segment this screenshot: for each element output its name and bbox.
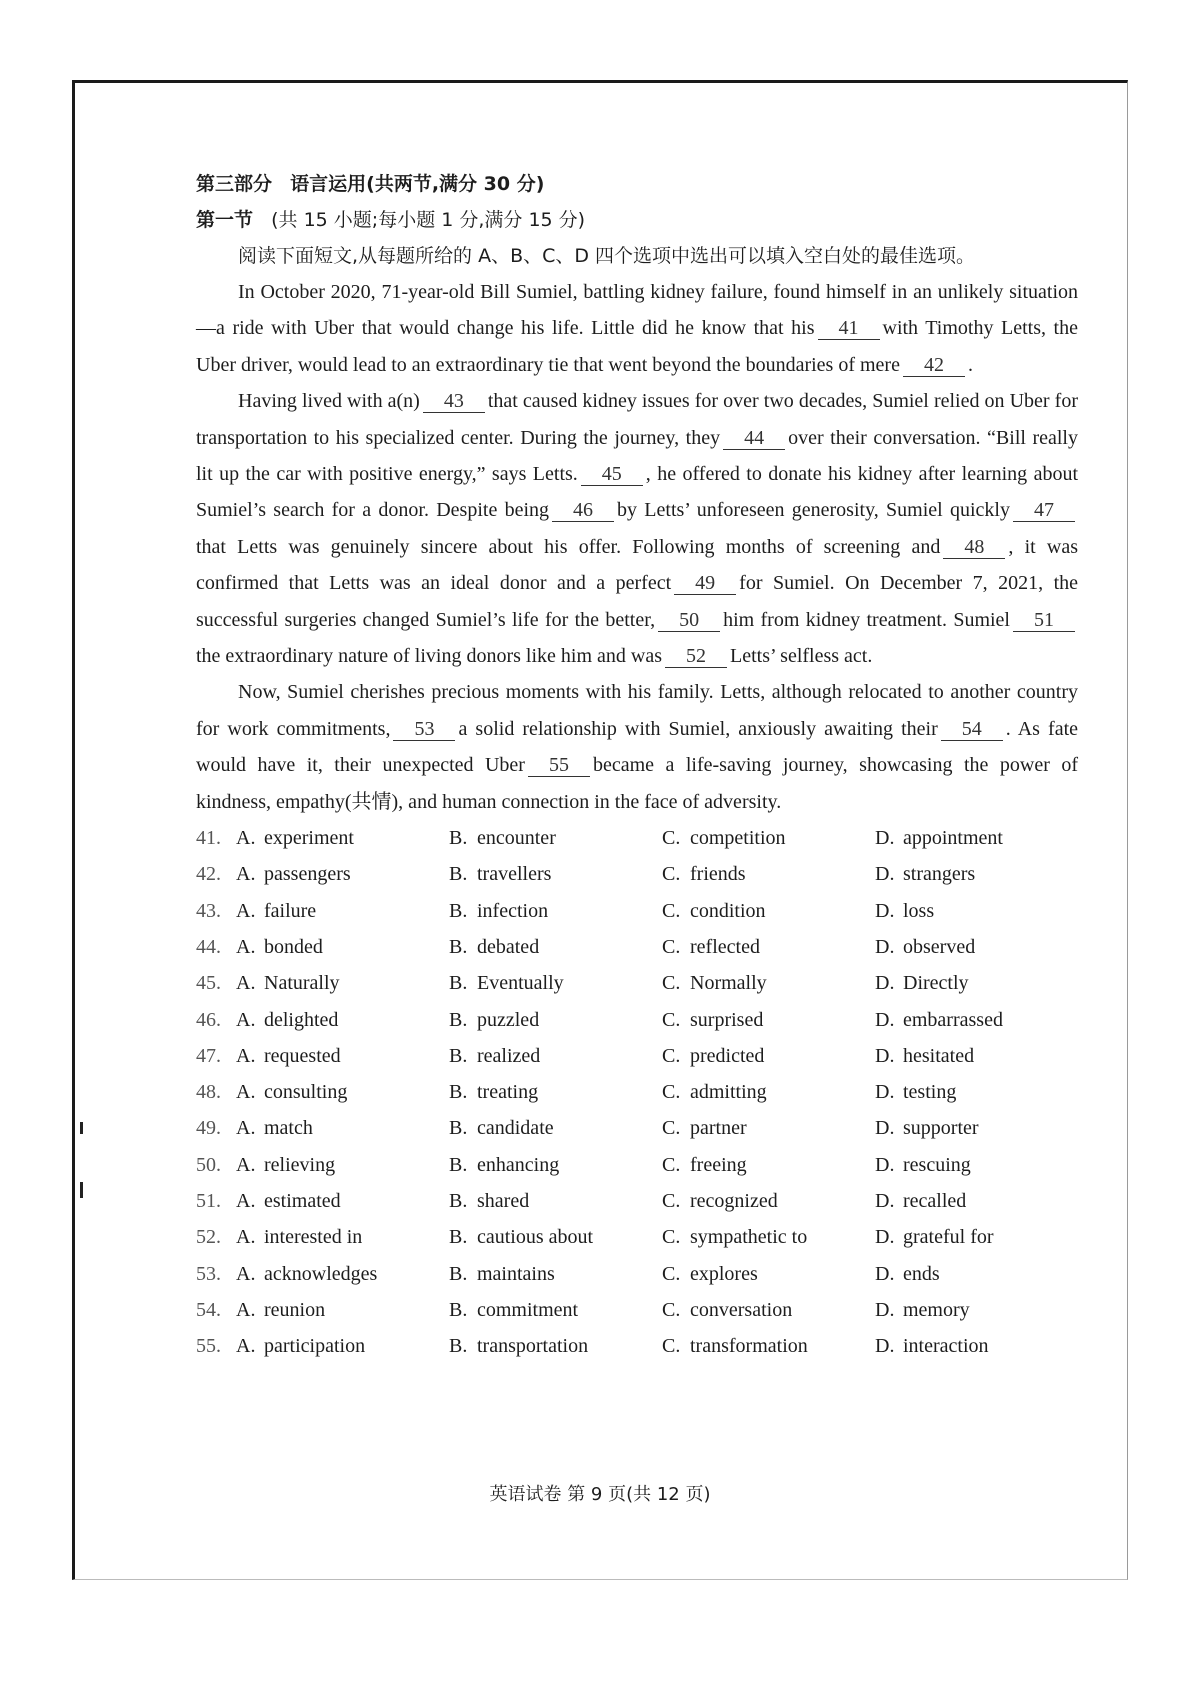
- option-text: encounter: [477, 827, 556, 850]
- question-row: [196, 1256, 1078, 1292]
- option-c: [662, 965, 875, 1001]
- passage-text: , it was confirmed that Letts was an ideal donor and a perfect: [196, 535, 1078, 595]
- part-heading: [196, 166, 1078, 202]
- option-letter: D.: [875, 1117, 895, 1140]
- option-c: [662, 856, 875, 892]
- option-letter: A.: [236, 1335, 256, 1358]
- option-d: [875, 856, 1075, 892]
- option-letter: A.: [236, 1153, 256, 1176]
- blank-41: 41: [818, 317, 880, 340]
- scan-mark: [80, 1182, 83, 1198]
- question-row: [196, 856, 1078, 892]
- question-row: [196, 1002, 1078, 1038]
- option-b: [449, 1038, 662, 1074]
- option-d: [875, 893, 1075, 929]
- blank-46: 46: [552, 499, 614, 522]
- option-letter: A.: [236, 1298, 256, 1321]
- option-text: strangers: [903, 863, 976, 886]
- passage-text: Having lived with a(n): [238, 390, 420, 413]
- option-letter: C.: [662, 863, 681, 886]
- question-row: [196, 1110, 1078, 1146]
- option-text: requested: [264, 1044, 341, 1067]
- option-letter: B.: [449, 827, 468, 850]
- part-title: 第三部分: [196, 173, 273, 195]
- option-text: realized: [477, 1044, 541, 1067]
- option-b: [449, 1110, 662, 1146]
- passage-text: Now, Sumiel cherishes precious moments with his family. Letts, although relocated to another country for work commitments,: [196, 681, 1078, 740]
- blank-45: 45: [581, 463, 643, 486]
- option-text: friends: [690, 863, 746, 886]
- option-text: relieving: [264, 1153, 336, 1176]
- question-number: 44.: [196, 935, 221, 958]
- option-b: [449, 929, 662, 965]
- blank-47: 47: [1013, 499, 1075, 522]
- option-b: [449, 1292, 662, 1328]
- option-a: [236, 1110, 449, 1146]
- passage-text: a solid relationship with Sumiel, anxiously awaiting their: [458, 717, 938, 740]
- option-text: transportation: [477, 1335, 589, 1358]
- option-text: freeing: [690, 1153, 747, 1176]
- passage-text: Letts’ selfless act.: [730, 645, 873, 668]
- option-text: testing: [903, 1081, 957, 1104]
- option-letter: C.: [662, 899, 681, 922]
- option-text: rescuing: [903, 1153, 971, 1176]
- blank-52: 52: [665, 645, 727, 668]
- option-letter: B.: [449, 1081, 468, 1104]
- option-text: candidate: [477, 1117, 554, 1140]
- option-b: [449, 893, 662, 929]
- option-letter: B.: [449, 899, 468, 922]
- option-c: [662, 893, 875, 929]
- option-b: [449, 1219, 662, 1255]
- option-b: [449, 1074, 662, 1110]
- option-text: memory: [903, 1298, 970, 1321]
- option-letter: A.: [236, 935, 256, 958]
- option-letter: D.: [875, 1190, 895, 1213]
- passage-text: for Sumiel. On December 7, 2021, the successful surgeries changed Sumiel’s life for the better,: [196, 572, 1078, 631]
- option-d: [875, 1219, 1075, 1255]
- question-number: 55.: [196, 1335, 221, 1358]
- option-b: [449, 965, 662, 1001]
- option-d: [875, 1002, 1075, 1038]
- option-letter: D.: [875, 1226, 895, 1249]
- option-text: appointment: [903, 827, 1003, 850]
- question-number: 54.: [196, 1298, 221, 1321]
- question-row: [196, 1328, 1078, 1364]
- option-text: delighted: [264, 1008, 339, 1031]
- question-row: [196, 893, 1078, 929]
- option-c: [662, 1292, 875, 1328]
- blank-53: 53: [393, 718, 455, 741]
- option-text: recalled: [903, 1190, 967, 1213]
- question-number: 47.: [196, 1044, 221, 1067]
- option-d: [875, 1038, 1075, 1074]
- option-letter: D.: [875, 899, 895, 922]
- blank-55: 55: [528, 754, 590, 777]
- option-letter: C.: [662, 1262, 681, 1285]
- blank-48: 48: [943, 536, 1005, 559]
- option-text: treating: [477, 1081, 539, 1104]
- option-letter: C.: [662, 1335, 681, 1358]
- option-text: embarrassed: [903, 1008, 1003, 1031]
- option-b: [449, 1183, 662, 1219]
- option-d: [875, 1110, 1075, 1146]
- option-c: [662, 929, 875, 965]
- option-letter: B.: [449, 1117, 468, 1140]
- option-b: [449, 1328, 662, 1364]
- option-text: loss: [903, 899, 935, 922]
- passage-text: him from kidney treatment. Sumiel: [723, 608, 1010, 631]
- option-letter: B.: [449, 863, 468, 886]
- option-letter: C.: [662, 1298, 681, 1321]
- option-text: maintains: [477, 1262, 555, 1285]
- option-a: [236, 1219, 449, 1255]
- option-letter: C.: [662, 1190, 681, 1213]
- option-letter: B.: [449, 1190, 468, 1213]
- option-c: [662, 1183, 875, 1219]
- option-letter: B.: [449, 1044, 468, 1067]
- option-b: [449, 856, 662, 892]
- passage-text: over their conversation. “Bill really lit up the car with positive energy,” says Letts.: [196, 426, 1078, 486]
- option-letter: C.: [662, 1081, 681, 1104]
- passage-text: that caused kidney issues for over two decades, Sumiel relied on Uber for transportation to his specialized center. During the journey, they: [196, 390, 1078, 449]
- option-a: [236, 1038, 449, 1074]
- question-number: 45.: [196, 972, 221, 995]
- option-text: competition: [690, 827, 786, 850]
- question-row: [196, 965, 1078, 1001]
- option-letter: B.: [449, 935, 468, 958]
- option-text: interested in: [264, 1226, 363, 1249]
- option-text: Normally: [690, 972, 767, 995]
- option-d: [875, 929, 1075, 965]
- option-letter: B.: [449, 1262, 468, 1285]
- option-text: grateful for: [903, 1226, 994, 1249]
- section-heading: [196, 202, 1078, 238]
- question-row: [196, 1074, 1078, 1110]
- question-number: 48.: [196, 1081, 221, 1104]
- option-c: [662, 1038, 875, 1074]
- blank-42: 42: [903, 354, 965, 377]
- blank-43: 43: [423, 390, 485, 413]
- exam-content: [196, 166, 1078, 1365]
- option-d: [875, 1292, 1075, 1328]
- option-letter: D.: [875, 1081, 895, 1104]
- blank-51: 51: [1013, 609, 1075, 632]
- option-a: [236, 929, 449, 965]
- option-text: passengers: [264, 863, 351, 886]
- option-letter: D.: [875, 1335, 895, 1358]
- question-row: [196, 1183, 1078, 1219]
- option-text: Naturally: [264, 972, 340, 995]
- option-text: failure: [264, 899, 317, 922]
- option-text: Eventually: [477, 972, 564, 995]
- option-a: [236, 820, 449, 856]
- option-c: [662, 1110, 875, 1146]
- option-text: acknowledges: [264, 1262, 378, 1285]
- option-letter: A.: [236, 1262, 256, 1285]
- question-row: [196, 1147, 1078, 1183]
- options-list: [196, 820, 1078, 1364]
- option-letter: B.: [449, 1008, 468, 1031]
- option-text: match: [264, 1117, 313, 1140]
- option-text: commitment: [477, 1298, 579, 1321]
- option-a: [236, 1183, 449, 1219]
- part-subtitle: 语言运用(共两节,满分 30 分): [290, 173, 545, 195]
- option-text: reunion: [264, 1298, 326, 1321]
- blank-54: 54: [941, 718, 1003, 741]
- option-a: [236, 1074, 449, 1110]
- option-letter: B.: [449, 1153, 468, 1176]
- blank-50: 50: [658, 609, 720, 632]
- option-letter: D.: [875, 1153, 895, 1176]
- passage-paragraph-3: [196, 674, 1078, 820]
- option-text: estimated: [264, 1190, 341, 1213]
- option-letter: D.: [875, 935, 895, 958]
- option-a: [236, 965, 449, 1001]
- passage-text: In October 2020, 71-year-old Bill Sumiel, battling kidney failure, found himself in an unlikely situation—a ride with Uber that would change his life. Little did he know that his: [196, 281, 1078, 340]
- option-text: experiment: [264, 827, 354, 850]
- question-number: 43.: [196, 899, 221, 922]
- option-letter: A.: [236, 972, 256, 995]
- section-title: 第一节: [196, 209, 254, 231]
- option-text: Directly: [903, 972, 969, 995]
- option-letter: D.: [875, 1008, 895, 1031]
- option-c: [662, 1328, 875, 1364]
- option-text: conversation: [690, 1298, 793, 1321]
- passage-text: with Timothy Letts, the Uber driver, would lead to an extraordinary tie that went beyond the boundaries of mere: [196, 317, 1078, 376]
- option-d: [875, 1074, 1075, 1110]
- option-letter: D.: [875, 1262, 895, 1285]
- option-letter: A.: [236, 863, 256, 886]
- option-d: [875, 1256, 1075, 1292]
- page-footer: 英语试卷 第 9 页(共 12 页): [489, 1484, 711, 1505]
- passage-text: .: [967, 353, 973, 376]
- option-d: [875, 820, 1075, 856]
- option-letter: A.: [236, 1117, 256, 1140]
- option-b: [449, 1256, 662, 1292]
- question-row: [196, 820, 1078, 856]
- option-letter: A.: [236, 827, 256, 850]
- question-number: 51.: [196, 1190, 221, 1213]
- passage-text: the extraordinary nature of living donors like him and was: [196, 645, 662, 668]
- passage-text: became a life-saving journey, showcasing the power of kindness, empathy(共情), and human connection in the face of adversity.: [196, 754, 1078, 813]
- option-text: explores: [690, 1262, 758, 1285]
- option-letter: C.: [662, 1008, 681, 1031]
- option-b: [449, 1002, 662, 1038]
- option-text: consulting: [264, 1081, 348, 1104]
- option-letter: D.: [875, 1044, 895, 1067]
- option-letter: C.: [662, 1153, 681, 1176]
- option-a: [236, 1328, 449, 1364]
- option-text: interaction: [903, 1335, 989, 1358]
- option-text: participation: [264, 1335, 366, 1358]
- option-c: [662, 820, 875, 856]
- option-letter: B.: [449, 1226, 468, 1249]
- option-text: enhancing: [477, 1153, 560, 1176]
- option-c: [662, 1074, 875, 1110]
- option-b: [449, 820, 662, 856]
- option-text: debated: [477, 935, 540, 958]
- option-text: predicted: [690, 1044, 765, 1067]
- option-letter: D.: [875, 1298, 895, 1321]
- question-number: 50.: [196, 1153, 221, 1176]
- question-number: 53.: [196, 1262, 221, 1285]
- option-a: [236, 1147, 449, 1183]
- option-text: reflected: [690, 935, 760, 958]
- question-number: 42.: [196, 863, 221, 886]
- option-text: surprised: [690, 1008, 764, 1031]
- option-letter: D.: [875, 827, 895, 850]
- passage-text: , he offered to donate his kidney after learning about Sumiel’s search for a donor. Despite being: [196, 463, 1079, 522]
- option-letter: C.: [662, 935, 681, 958]
- passage-text: . As fate would have it, their unexpected Uber: [196, 717, 1079, 777]
- option-text: sympathetic to: [690, 1226, 808, 1249]
- option-letter: B.: [449, 1298, 468, 1321]
- option-letter: A.: [236, 1190, 256, 1213]
- option-text: infection: [477, 899, 549, 922]
- option-a: [236, 856, 449, 892]
- passage-paragraph-1: [196, 274, 1078, 383]
- option-letter: C.: [662, 1117, 681, 1140]
- option-text: puzzled: [477, 1008, 540, 1031]
- question-row: [196, 1219, 1078, 1255]
- option-d: [875, 1147, 1075, 1183]
- question-number: 46.: [196, 1008, 221, 1031]
- option-text: bonded: [264, 935, 323, 958]
- instruction-text: 阅读下面短文,从每题所给的 A、B、C、D 四个选项中选出可以填入空白处的最佳选项。: [238, 245, 976, 267]
- option-text: partner: [690, 1117, 747, 1140]
- question-row: [196, 1292, 1078, 1328]
- option-text: supporter: [903, 1117, 979, 1140]
- option-text: ends: [903, 1262, 940, 1285]
- option-text: cautious about: [477, 1226, 594, 1249]
- question-number: 41.: [196, 827, 221, 850]
- option-letter: C.: [662, 827, 681, 850]
- option-c: [662, 1147, 875, 1183]
- option-letter: C.: [662, 1044, 681, 1067]
- option-a: [236, 1002, 449, 1038]
- option-letter: B.: [449, 972, 468, 995]
- blank-44: 44: [723, 427, 785, 450]
- option-d: [875, 1328, 1075, 1364]
- blank-49: 49: [674, 572, 736, 595]
- question-row: [196, 929, 1078, 965]
- option-a: [236, 1256, 449, 1292]
- option-d: [875, 965, 1075, 1001]
- option-letter: A.: [236, 1081, 256, 1104]
- scan-mark: [80, 1122, 83, 1134]
- passage: [196, 274, 1078, 820]
- option-c: [662, 1256, 875, 1292]
- option-text: shared: [477, 1190, 530, 1213]
- option-text: travellers: [477, 863, 552, 886]
- option-b: [449, 1147, 662, 1183]
- option-letter: D.: [875, 972, 895, 995]
- option-letter: A.: [236, 899, 256, 922]
- option-letter: C.: [662, 1226, 681, 1249]
- option-text: condition: [690, 899, 766, 922]
- option-letter: D.: [875, 863, 895, 886]
- option-letter: A.: [236, 1044, 256, 1067]
- question-row: [196, 1038, 1078, 1074]
- option-text: transformation: [690, 1335, 808, 1358]
- option-text: recognized: [690, 1190, 778, 1213]
- option-letter: B.: [449, 1335, 468, 1358]
- option-a: [236, 893, 449, 929]
- option-text: hesitated: [903, 1044, 975, 1067]
- option-letter: A.: [236, 1008, 256, 1031]
- option-a: [236, 1292, 449, 1328]
- option-letter: A.: [236, 1226, 256, 1249]
- question-number: 49.: [196, 1117, 221, 1140]
- option-text: observed: [903, 935, 976, 958]
- option-d: [875, 1183, 1075, 1219]
- option-letter: C.: [662, 972, 681, 995]
- section-subtitle: (共 15 小题;每小题 1 分,满分 15 分): [271, 209, 586, 231]
- passage-text: by Letts’ unforeseen generosity, Sumiel quickly: [617, 499, 1010, 522]
- question-number: 52.: [196, 1226, 221, 1249]
- passage-paragraph-2: [196, 383, 1078, 674]
- option-text: admitting: [690, 1081, 767, 1104]
- option-c: [662, 1002, 875, 1038]
- passage-text: that Letts was genuinely sincere about his offer. Following months of screening and: [196, 535, 941, 558]
- option-c: [662, 1219, 875, 1255]
